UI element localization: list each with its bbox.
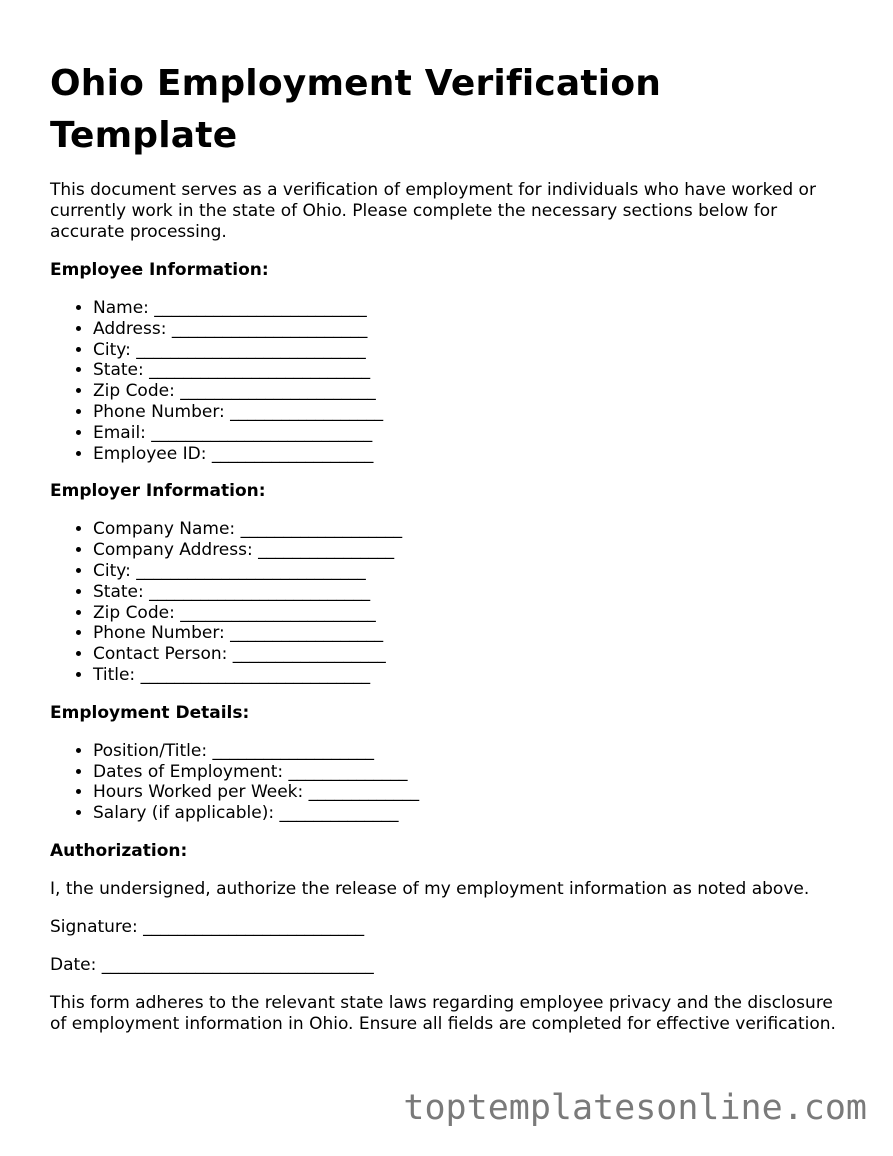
- watermark-text: toptemplatesonline.com: [403, 1088, 867, 1128]
- employment-details-list: [50, 741, 850, 824]
- signature-line: Signature: __________________________: [50, 916, 365, 937]
- field-dates-of-employment: • Dates of Employment: ______________: [93, 762, 850, 783]
- field-employer-zip: • Zip Code: _______________________: [93, 603, 850, 624]
- document-page: [50, 58, 850, 1052]
- employer-info-list: [50, 519, 850, 685]
- field-employee-zip: • Zip Code: _______________________: [93, 381, 850, 402]
- closing-paragraph: This form adheres to the relevant state laws regarding employee privacy and the disclosure of employment information in Ohio. Ensure all fields are completed for effective verification.: [50, 992, 836, 1034]
- field-company-address: • Company Address: ________________: [93, 540, 850, 561]
- intro-paragraph: This document serves as a verification of employment for individuals who have worked or currently work in the state of Ohio. Please complete the necessary sections below for accurate processing.: [50, 180, 816, 242]
- field-employee-name: • Name: _________________________: [93, 298, 850, 319]
- authorization-heading: Authorization:: [50, 840, 188, 861]
- employee-info-list: [50, 298, 850, 464]
- employer-info-heading: Employer Information:: [50, 481, 266, 502]
- field-employer-state: • State: __________________________: [93, 582, 850, 603]
- authorization-statement: I, the undersigned, authorize the release of my employment information as noted above.: [50, 878, 810, 899]
- field-employee-id: • Employee ID: ___________________: [93, 444, 850, 465]
- field-contact-person: • Contact Person: __________________: [93, 644, 850, 665]
- field-employee-email: • Email: __________________________: [93, 423, 850, 444]
- field-employee-phone: • Phone Number: __________________: [93, 402, 850, 423]
- field-employee-state: • State: __________________________: [93, 360, 850, 381]
- field-employer-city: • City: ___________________________: [93, 561, 850, 582]
- field-employee-address: • Address: _______________________: [93, 319, 850, 340]
- field-employee-city: • City: ___________________________: [93, 340, 850, 361]
- employee-info-heading: Employee Information:: [50, 260, 269, 280]
- field-salary: • Salary (if applicable): ______________: [93, 803, 850, 824]
- document-title: Ohio Employment Verification Template: [50, 63, 662, 156]
- date-line: Date: ________________________________: [50, 954, 374, 975]
- field-employer-phone: • Phone Number: __________________: [93, 623, 850, 644]
- field-company-name: • Company Name: ___________________: [93, 519, 850, 540]
- employment-details-heading: Employment Details:: [50, 702, 250, 723]
- field-position-title: • Position/Title: ___________________: [93, 741, 850, 762]
- field-hours-per-week: • Hours Worked per Week: _____________: [93, 782, 850, 803]
- field-contact-title: • Title: ___________________________: [93, 665, 850, 686]
